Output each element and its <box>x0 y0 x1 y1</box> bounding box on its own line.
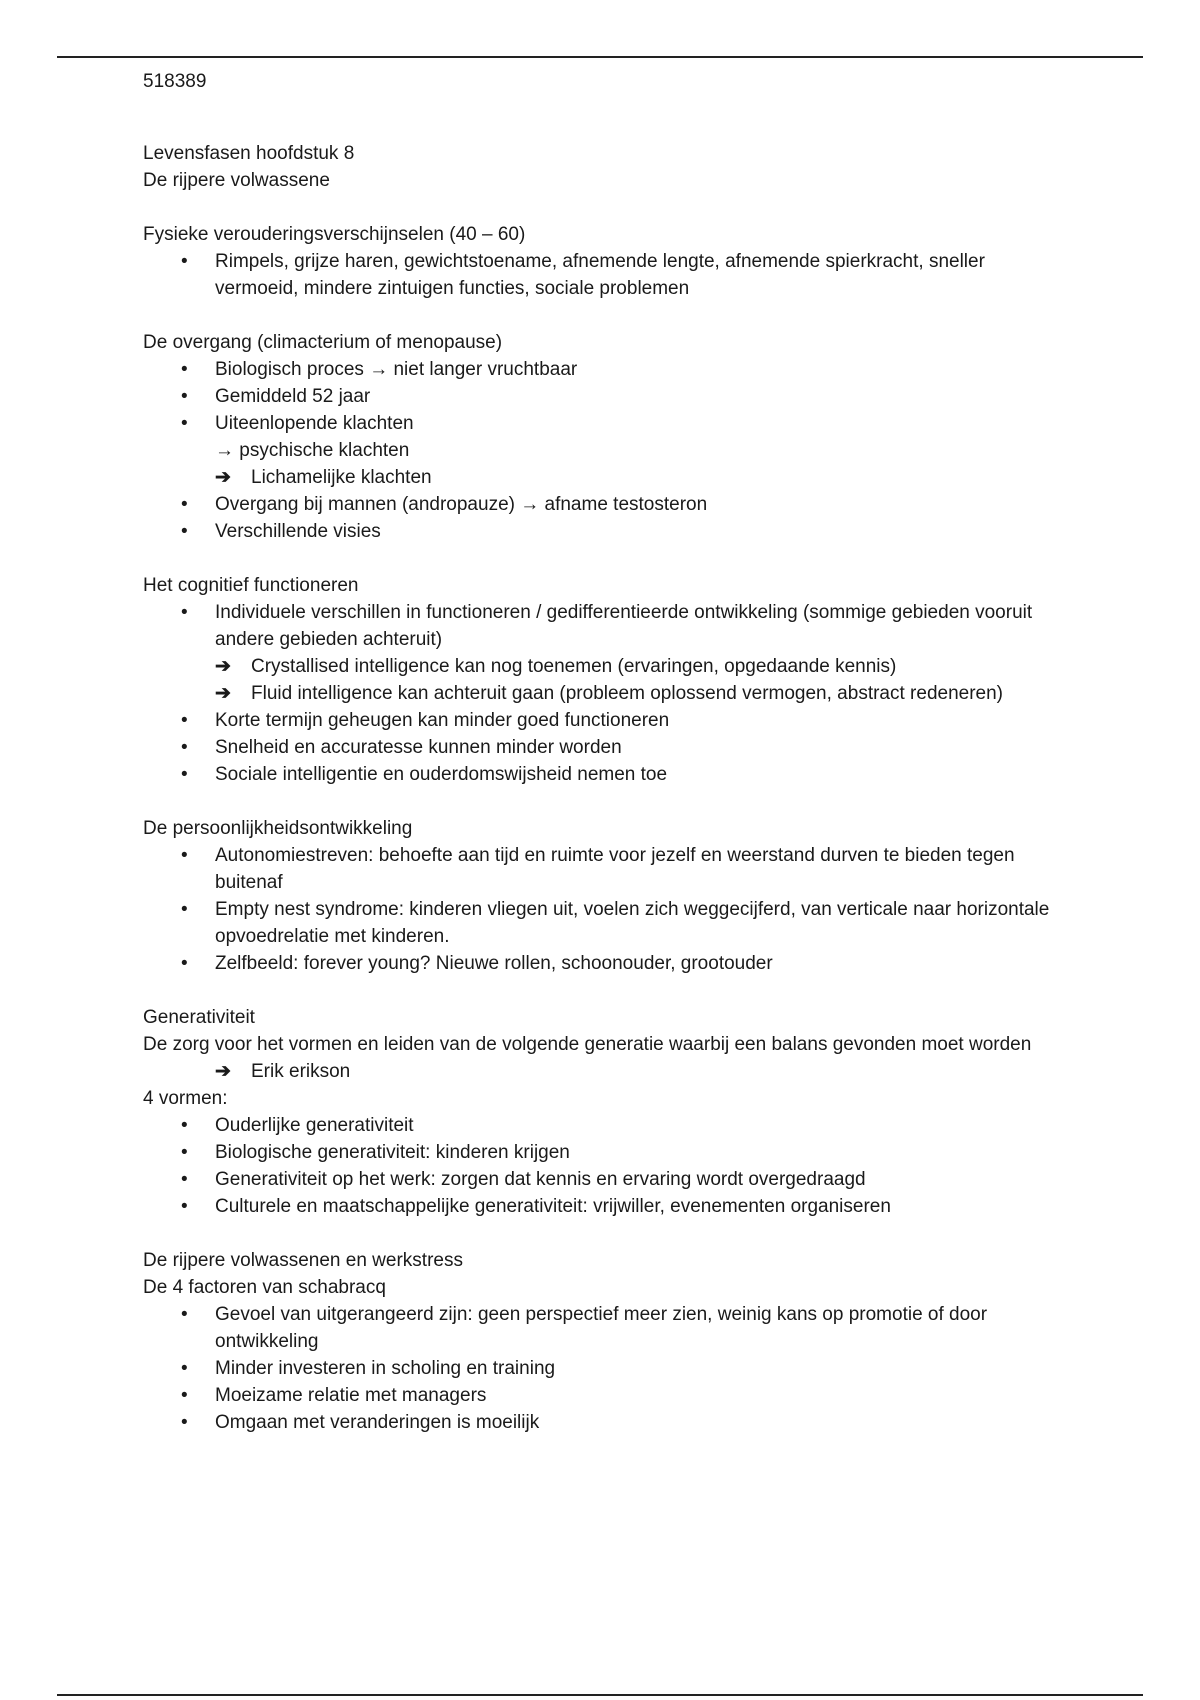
arrow-icon: ➔ <box>215 683 231 704</box>
list-item: • Moeizame relatie met managers <box>143 1382 1063 1409</box>
section-heading: De overgang (climacterium of menopause) <box>143 332 503 353</box>
section-fysiek <box>143 221 1063 302</box>
bullet-list <box>143 1301 1063 1436</box>
list-item: • Minder investeren in scholing en training <box>143 1355 1063 1382</box>
bullet-list <box>143 1112 1063 1220</box>
spacer <box>143 95 1063 122</box>
list-item: • Gemiddeld 52 jaar <box>143 383 1063 410</box>
document-title: Levensfasen hoofdstuk 8 <box>143 143 355 164</box>
list-item: • Individuele verschillen in functioneren / gedifferentieerde ontwikkeling (sommige gebieden vooruit andere gebieden achteruit) <box>143 599 1063 653</box>
list-item: • Sociale intelligentie en ouderdomswijsheid nemen toe <box>143 761 1063 788</box>
spacer <box>143 194 1063 221</box>
forms-label: 4 vormen: <box>143 1088 228 1109</box>
sub-item <box>143 1058 1063 1085</box>
list-item: • Omgaan met veranderingen is moeilijk <box>143 1409 1063 1436</box>
bullet-list <box>143 842 1063 977</box>
spacer <box>143 788 1063 815</box>
list-item: • Biologische generativiteit: kinderen krijgen <box>143 1139 1063 1166</box>
section-subheading: De 4 factoren van schabracq <box>143 1277 386 1298</box>
list-item: • Empty nest syndrome: kinderen vliegen uit, voelen zich weggecijferd, van verticale naar horizontale opvoedrelatie met kinderen. <box>143 896 1063 950</box>
list-item: • Autonomiestreven: behoefte aan tijd en ruimte voor jezelf en weerstand durven te bieden tegen buitenaf <box>143 842 1063 896</box>
section-heading: Generativiteit <box>143 1007 255 1028</box>
sub-item <box>143 653 1063 680</box>
sub-item-text: Fluid intelligence kan achteruit gaan (probleem oplossend vermogen, abstract redeneren) <box>251 683 1003 704</box>
bullet-list <box>143 248 1063 302</box>
list-item: • Generativiteit op het werk: zorgen dat kennis en ervaring wordt overgedraagd <box>143 1166 1063 1193</box>
bullet-list <box>143 356 1063 437</box>
bullet-list <box>143 599 1063 653</box>
sub-item: → psychische klachten <box>215 440 410 461</box>
spacer <box>143 122 1063 140</box>
spacer <box>143 1220 1063 1247</box>
footer-rule <box>57 1694 1143 1696</box>
document-id: 518389 <box>143 71 207 92</box>
list-item: • Ouderlijke generativiteit <box>143 1112 1063 1139</box>
list-item: • Overgang bij mannen (andropauze) → afname testosteron <box>143 491 1063 518</box>
bullet-list <box>143 707 1063 788</box>
section-heading: Het cognitief functioneren <box>143 575 359 596</box>
spacer <box>143 977 1063 1004</box>
list-item: • Zelfbeeld: forever young? Nieuwe rollen, schoonouder, grootouder <box>143 950 1063 977</box>
section-persoonlijkheid <box>143 815 1063 977</box>
sub-item-text: Lichamelijke klachten <box>251 467 432 488</box>
list-item: • Korte termijn geheugen kan minder goed functioneren <box>143 707 1063 734</box>
section-heading: De persoonlijkheidsontwikkeling <box>143 818 413 839</box>
section-cognitief <box>143 572 1063 788</box>
list-item: • Culturele en maatschappelijke generativiteit: vrijwiller, evenementen organiseren <box>143 1193 1063 1220</box>
section-generativiteit <box>143 1004 1063 1220</box>
section-werkstress <box>143 1247 1063 1436</box>
list-item <box>143 410 1063 437</box>
list-item: • Snelheid en accuratesse kunnen minder worden <box>143 734 1063 761</box>
section-heading: De rijpere volwassenen en werkstress <box>143 1250 463 1271</box>
list-item-text: Uiteenlopende klachten <box>215 413 414 434</box>
arrow-icon: ➔ <box>215 656 231 677</box>
header-rule <box>57 56 1143 58</box>
document-body <box>143 68 1063 1436</box>
list-item: • Gevoel van uitgerangeerd zijn: geen perspectief meer zien, weinig kans op promotie of door ontwikkeling <box>143 1301 1063 1355</box>
document-subtitle: De rijpere volwassene <box>143 170 330 191</box>
list-item: • Rimpels, grijze haren, gewichtstoename, afnemende lengte, afnemende spierkracht, sneller vermoeid, mindere zintuigen functies, sociale problemen <box>143 248 1063 302</box>
list-item: • Biologisch proces → niet langer vruchtbaar <box>143 356 1063 383</box>
section-overgang <box>143 329 1063 545</box>
sub-item-text: Crystallised intelligence kan nog toenemen (ervaringen, opgedaande kennis) <box>251 656 897 677</box>
paragraph: De zorg voor het vormen en leiden van de volgende generatie waarbij een balans gevonden moet worden <box>143 1034 1032 1055</box>
sub-item <box>143 464 1063 491</box>
arrow-icon: ➔ <box>215 467 231 488</box>
spacer <box>143 545 1063 572</box>
arrow-icon: ➔ <box>215 1061 231 1082</box>
sub-item-text: Erik erikson <box>251 1061 351 1082</box>
spacer <box>143 302 1063 329</box>
bullet-list <box>143 491 1063 545</box>
list-item: • Verschillende visies <box>143 518 1063 545</box>
sub-item <box>143 680 1063 707</box>
section-heading: Fysieke verouderingsverschijnselen (40 – 60) <box>143 224 526 245</box>
